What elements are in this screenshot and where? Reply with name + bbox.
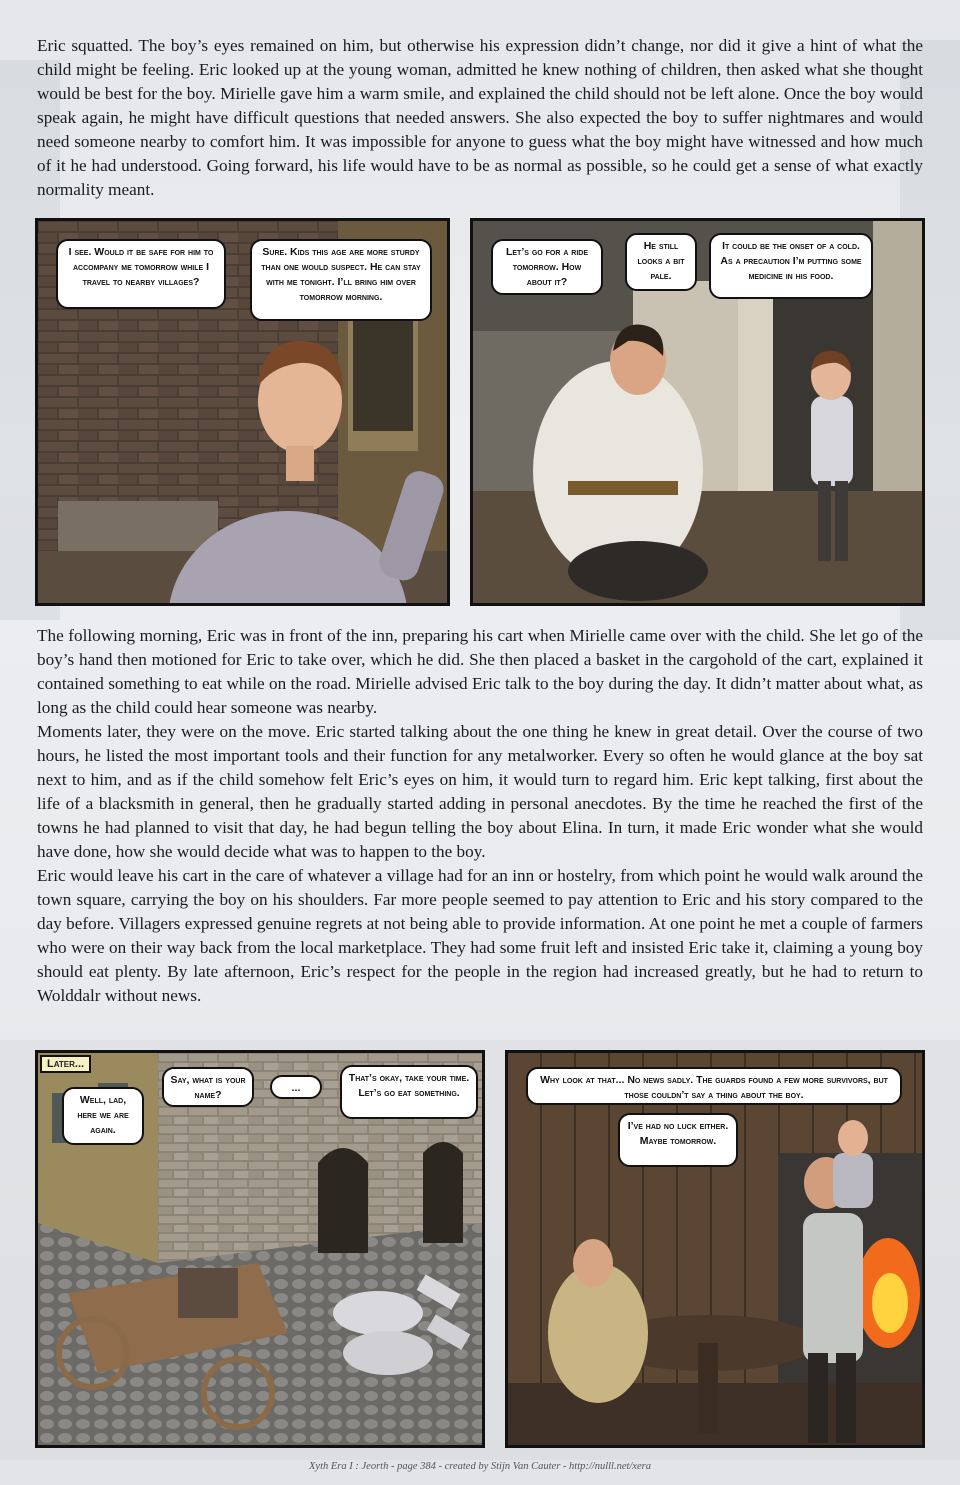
speech-bubble-eric: I’ve had no luck either. Maybe tomorrow. <box>618 1113 738 1167</box>
speech-bubble-mirielle: It could be the onset of a cold. As a precaution I’m putting some medicine in his food. <box>709 233 873 299</box>
comic-panel-3 <box>35 1050 485 1448</box>
speech-bubble-mirielle: Sure. Kids this age are more sturdy than one would suspect. He can stay with me tonight. I’ll bring him over tomorrow morning. <box>250 239 432 321</box>
speech-bubble-eric: Well, lad, here we are again. <box>62 1087 144 1145</box>
speech-bubble-eric-3: That’s okay, take your time. Let’s go eat something. <box>340 1065 478 1119</box>
speech-bubble-eric: Let’s go for a ride tomorrow. How about it? <box>491 239 603 295</box>
caption-later: Later... <box>40 1055 91 1073</box>
narration-paragraph: Eric would leave his cart in the care of whatever a village had for an inn or hostelry, from which point he would walk around the town square, carrying the boy on his shoulders. Far more people seemed to pay attention to Eric and his story compared to the day before. Villagers expressed genuine regrets at not being able to provide information. At one point he met a couple of farmers who were on their way back from the local marketplace. They had some fruit left and insisted Eric take it, claiming a young boy should eat plenty. By late afternoon, Eric’s respect for the people in the region had increased greatly, but he had to return to Wolddalr without news. <box>37 866 923 1005</box>
comic-panel-2 <box>470 218 925 606</box>
narration-top <box>37 34 923 202</box>
comic-panel-4 <box>505 1050 925 1448</box>
speech-bubble-boy: ... <box>270 1075 322 1099</box>
narration-paragraph: Eric squatted. The boy’s eyes remained on him, but otherwise his expression didn’t change, nor did it give a hint of what the child might be feeling. Eric looked up at the young woman, admitted he knew nothing of children, then asked what she thought would be best for the boy. Mirielle gave him a warm smile, and explained the child should not be left alone. Once the boy would speak again, he might have difficult questions that needed answers. She also expected the boy to suffer nightmares and would need someone nearby to comfort him. It was impossible for anyone to guess what the boy might have witnessed and how much of it he had understood. Going forward, his life would have to be as normal as possible, so he could get a sense of what exactly normality meant. <box>37 36 923 199</box>
speech-bubble-eric-2: He still looks a bit pale. <box>625 233 697 291</box>
page-footer: Xyth Era I : Jeorth - page 384 - created by Stijn Van Cauter - http://nulll.net/xera <box>309 1461 651 1472</box>
narration-paragraph: The following morning, Eric was in front of the inn, preparing his cart when Mirielle came over with the child. She let go of the boy’s hand then motioned for Eric to take over, which he did. She then placed a basket in the cargohold of the cart, explained it contained something to eat while on the road. Mirielle advised Eric talk to the boy during the day. It didn’t matter about what, as long as the child could hear someone was nearby. <box>37 626 923 717</box>
narration-middle <box>37 624 923 1008</box>
comic-panel-1 <box>35 218 450 606</box>
speech-bubble-guard: Why look at that... No news sadly. The guards found a few more survivors, but those couldn’t say a thing about the boy. <box>526 1067 902 1105</box>
narration-paragraph: Moments later, they were on the move. Eric started talking about the one thing he knew in great detail. Over the course of two hours, he listed the most important tools and their function for any metalworker. Every so often he would glance at the boy sat next to him, and as if the child somehow felt Eric’s eyes on him, it would turn to regard him. Eric kept talking, first about the life of a blacksmith in general, then he gradually started adding in personal anecdotes. By the time he reached the first of the towns he had planned to visit that day, he had begun telling the boy about Elina. In turn, it made Eric wonder what she would have done, how she would decide what was to happen to the boy. <box>37 722 923 861</box>
panel-4-illustration <box>508 1053 922 1445</box>
speech-bubble-eric: I see. Would it be safe for him to accompany me tomorrow while I travel to nearby villages? <box>56 239 226 309</box>
speech-bubble-eric-2: Say, what is your name? <box>162 1067 254 1107</box>
